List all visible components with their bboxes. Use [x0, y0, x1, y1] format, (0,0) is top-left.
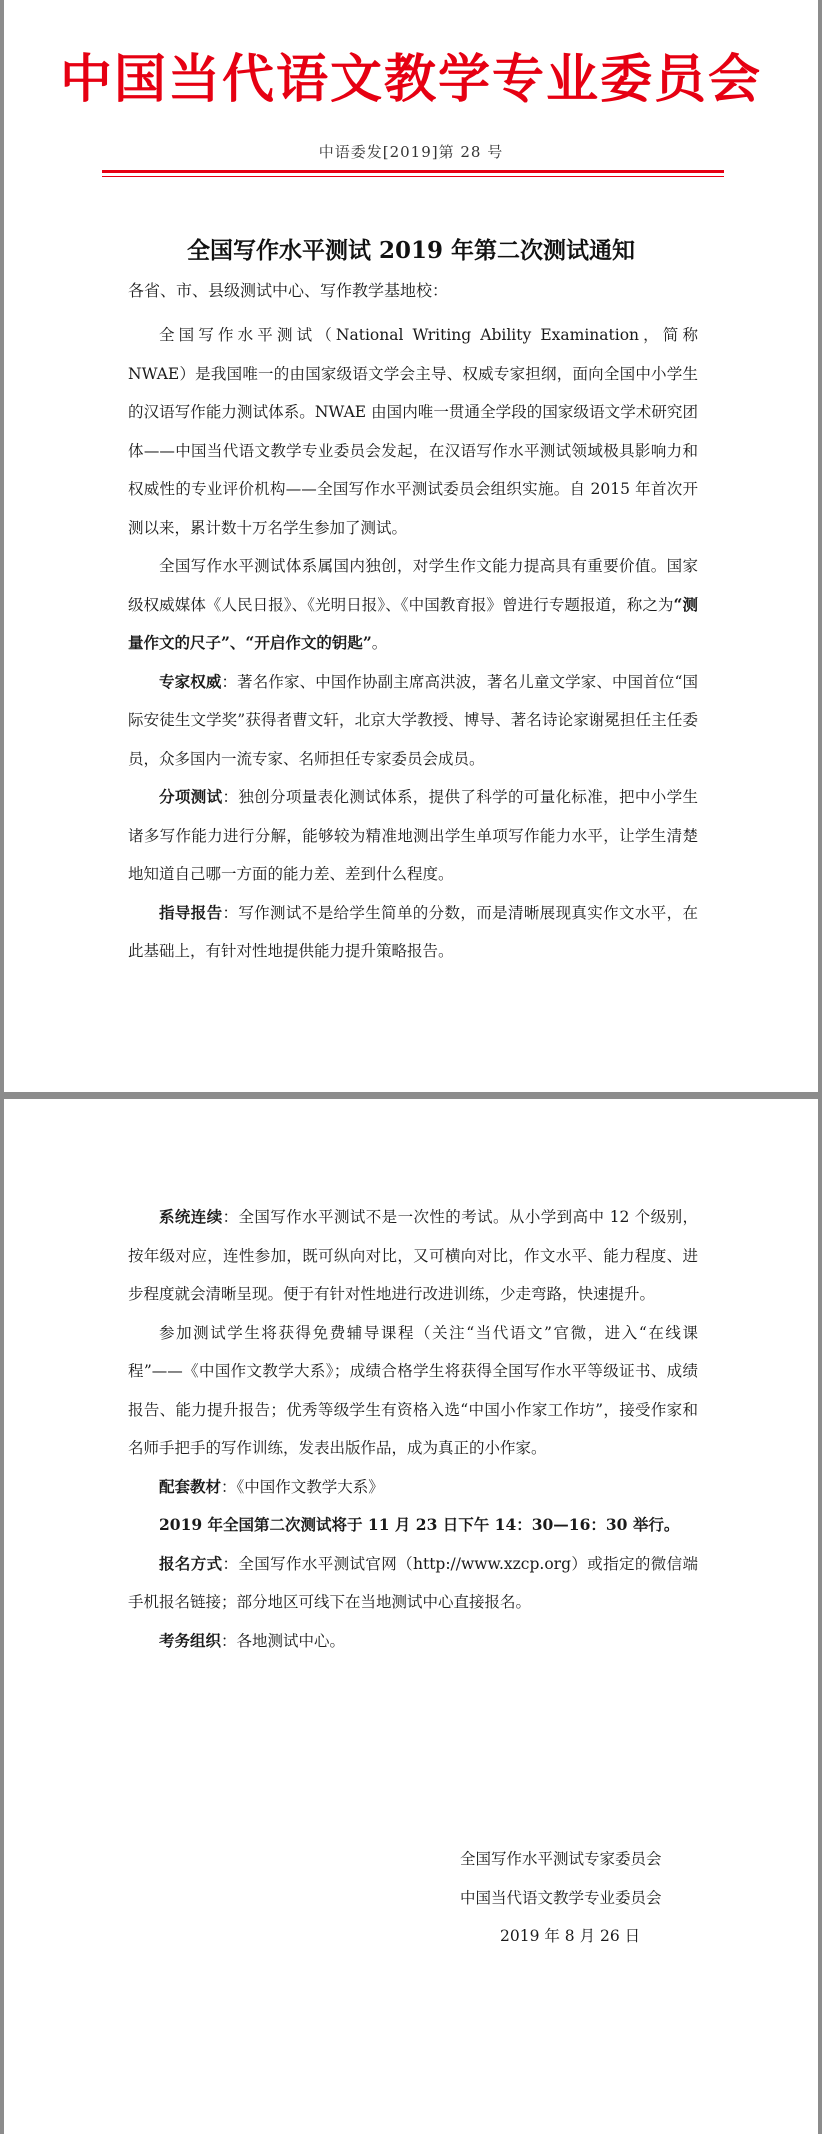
- paragraph-signup: [128, 1545, 698, 1622]
- report-label: 指导报告: [159, 902, 223, 922]
- paragraph-material: [128, 1468, 698, 1507]
- signature-association: 中国当代语文教学专业委员会: [460, 1888, 662, 1907]
- page-edge-left: [0, 0, 4, 2134]
- material-text: ：《中国作文教学大系》: [221, 1477, 384, 1496]
- media-quote: “测量作文的尺子”、“开启作文的钥匙”: [128, 594, 698, 652]
- paragraph-expert: [128, 663, 698, 779]
- signup-label: 报名方式: [159, 1553, 223, 1573]
- organization-title: 中国当代语文教学专业委员会: [59, 50, 762, 110]
- intro-line1: 全国写作水平测试（National Writing Ability Examination，简称 NWAE）: [128, 326, 698, 383]
- media-end: 。: [371, 634, 388, 652]
- red-rule-thin: [102, 176, 724, 177]
- paragraph-org: [128, 1622, 698, 1661]
- paragraph-schedule: 2019 年全国第二次测试将于 11 月 23 日下午 14：30—16：30 举行。: [159, 1515, 680, 1534]
- item-label: 分项测试: [159, 787, 223, 806]
- paragraph-intro: [128, 316, 698, 547]
- expert-text: ：著名作家、中国作协副主席高洪波，著名儿童文学家、中国首位“国际安徒生文学奖”获得者曹文轩，北京大学教授、博导、著名诗论家谢冕担任主任委员，众多国内一流专家、名师担任专家委员会成员。: [128, 672, 698, 768]
- paragraph-item-test: [128, 778, 698, 894]
- intro-rest: 是我国唯一的由国家级语文学会主导、权威专家担纲，面向全国中小学生的汉语写作能力测试体系。NWAE 由国内唯一贯通全学段的国家级语文学术研究团体——中国当代语文教学专业委员会发起，在汉语写作水平测试领域极具影响力和权威性的专业评价机构——全国写作水平测试委员会组织实施。自 2015 年首次开测以来，累计数十万名学生参加了测试。: [128, 364, 698, 537]
- page-edge-right: [818, 0, 822, 2134]
- paragraph-system: [128, 1198, 698, 1314]
- notice-title: 全国写作水平测试 2019 年第二次测试通知: [186, 237, 636, 264]
- org-label: 考务组织: [159, 1630, 222, 1650]
- paragraph-course: 参加测试学生将获得免费辅导课程（关注“当代语文”官微，进入“在线课程”——《中国作文教学大系》；成绩合格学生将获得全国写作水平等级证书、成绩报告、能力提升报告；优秀等级学生有资格入选“中国小作家工作坊”，接受作家和名师手把手的写作训练，发表出版作品，成为真正的小作家。: [128, 1323, 698, 1457]
- signature-block: [460, 1840, 690, 1956]
- signup-text: ：全国写作水平测试官网（http://www.xzcp.org）或指定的微信端手机报名链接；部分地区可线下在当地测试中心直接报名。: [128, 1554, 698, 1611]
- org-text: ：各地测试中心。: [221, 1631, 346, 1650]
- page2-body: [128, 1198, 698, 1660]
- signature-date: 2019 年 8 月 26 日: [500, 1927, 641, 1945]
- material-label: 配套教材: [159, 1476, 222, 1496]
- page-separator: [0, 1092, 822, 1099]
- document-number: 中语委发[2019]第 28 号: [318, 143, 504, 161]
- paragraph-report: [128, 894, 698, 971]
- page1-body: [128, 316, 698, 971]
- signature-committee: 全国写作水平测试专家委员会: [460, 1850, 662, 1868]
- media-text: 全国写作水平测试体系属国内独创，对学生作文能力提高具有重要价值。国家级权威媒体《人民日报》、《光明日报》、《中国教育报》曾进行专题报道，称之为: [128, 557, 698, 614]
- report-text: ：写作测试不是给学生简单的分数，而是清晰展现真实作文水平，在此基础上，有针对性地提供能力提升策略报告。: [128, 903, 698, 960]
- item-text: ：独创分项量表化测试体系，提供了科学的可量化标准，把中小学生诸多写作能力进行分解，能够较为精准地测出学生单项写作能力水平，让学生清楚地知道自己哪一方面的能力差、差到什么程度。: [128, 788, 698, 883]
- salutation: 各省、市、县级测试中心、写作教学基地校：: [128, 281, 449, 300]
- expert-label: 专家权威: [159, 671, 222, 691]
- system-text: ：全国写作水平测试不是一次性的考试。从小学到高中 12 个级别，按年级对应，连性参加，既可纵向对比，又可横向对比，作文水平、能力程度、进步程度就会清晰呈现。便于有针对性地进行改进训练，少走弯路，快速提升。: [128, 1208, 698, 1303]
- paragraph-media: [128, 547, 698, 663]
- system-label: 系统连续: [159, 1207, 223, 1226]
- red-rule-thick: [102, 170, 724, 173]
